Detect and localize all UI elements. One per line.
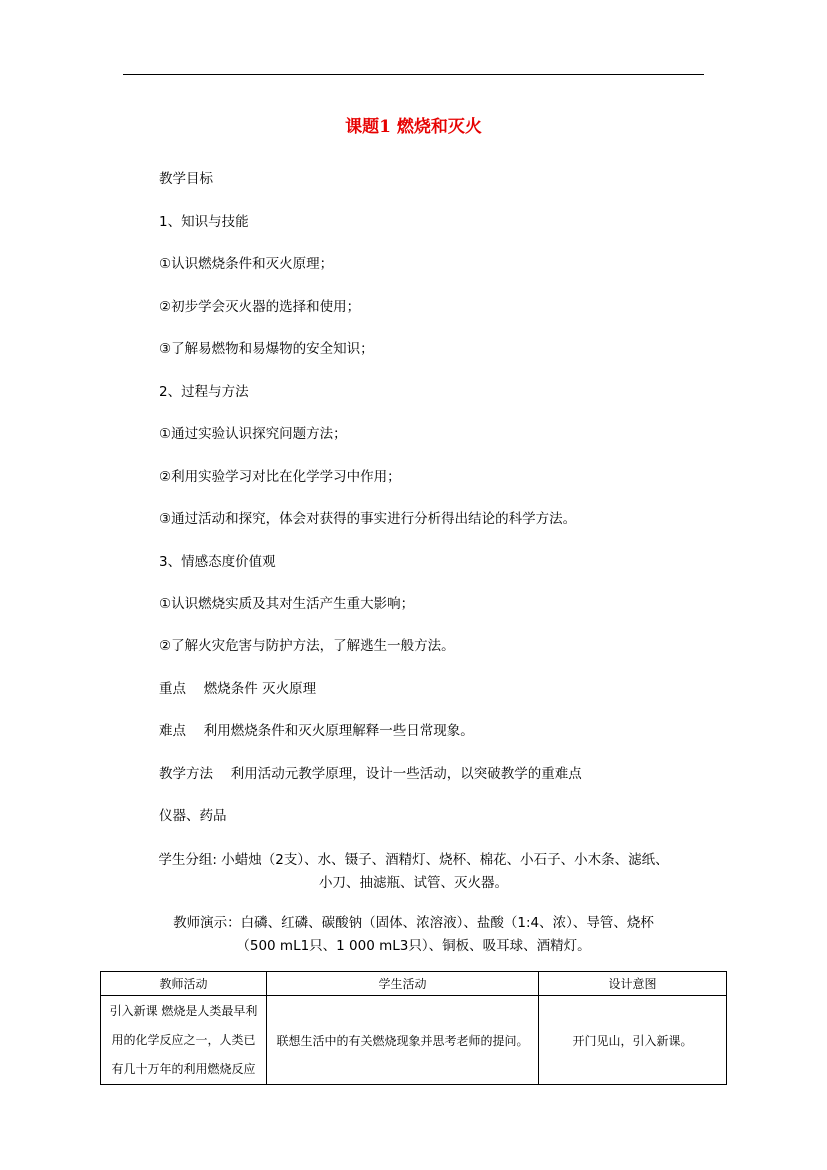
difficult-points: 难点 利用燃烧条件和灭火原理解释一些日常现象。 (159, 723, 474, 739)
student-group-line-2: 小刀、抽滤瓶、试管、灭火器。 (319, 875, 508, 891)
subsection-attitude: 3、情感态度价值观 (159, 554, 276, 570)
header-student-activity: 学生活动 (267, 972, 539, 996)
key-points: 重点 燃烧条件 灭火原理 (159, 681, 317, 697)
teacher-demo-line-2: （500 mL1只、1 000 mL3只）、铜板、吸耳球、酒精灯。 (236, 938, 591, 954)
page-title: 课题1 燃烧和灭火 (345, 117, 482, 137)
student-group-line-1: 学生分组: 小蜡烛（2支）、水、镊子、酒精灯、烧杯、棉花、小石子、小木条、滤纸、 (158, 852, 669, 868)
header-teacher-activity: 教师活动 (101, 972, 267, 996)
objective-item: ②了解火灾危害与防护方法，了解逃生一般方法。 (159, 638, 455, 654)
materials-heading: 仪器、药品 (159, 808, 227, 824)
objective-item: ②初步学会灭火器的选择和使用； (159, 299, 361, 315)
subsection-knowledge: 1、知识与技能 (159, 214, 249, 230)
teaching-method: 教学方法 利用活动元教学原理，设计一些活动，以突破教学的重难点 (159, 766, 582, 782)
objective-item: ①认识燃烧条件和灭火原理； (159, 256, 334, 272)
objective-item: ①通过实验认识探究问题方法； (159, 426, 347, 442)
objective-item: ②利用实验学习对比在化学学习中作用； (159, 469, 401, 485)
table-row (101, 996, 727, 1085)
teacher-activity-line: 用的化学反应之一，人类已 (111, 1032, 256, 1047)
table-header-row (101, 972, 727, 996)
teacher-demo-line-1: 教师演示：白磷、红磷、碳酸钠（固体、浓溶液）、盐酸（1:4、浓）、导管、烧杯 (173, 915, 654, 931)
objective-item: ①认识燃烧实质及其对生活产生重大影响； (159, 596, 415, 612)
teacher-activity-line: 引入新课 燃烧是人类最早利 (109, 1003, 258, 1018)
cell-student-activity: 联想生活中的有关燃烧现象并思考老师的提问。 (267, 996, 539, 1085)
objective-item: ③了解易燃物和易爆物的安全知识； (159, 341, 374, 357)
header-rule (123, 74, 704, 75)
section-heading-objectives: 教学目标 (159, 171, 213, 187)
subsection-process: 2、过程与方法 (159, 384, 249, 400)
header-design-intent: 设计意图 (539, 972, 727, 996)
cell-teacher-activity (101, 996, 267, 1085)
objective-item: ③通过活动和探究，体会对获得的事实进行分析得出结论的科学方法。 (159, 511, 577, 527)
lesson-plan-table (100, 971, 727, 1085)
cell-design-intent: 开门见山，引入新课。 (539, 996, 727, 1085)
teacher-activity-line: 有几十万年的利用燃烧反应 (111, 1061, 256, 1076)
